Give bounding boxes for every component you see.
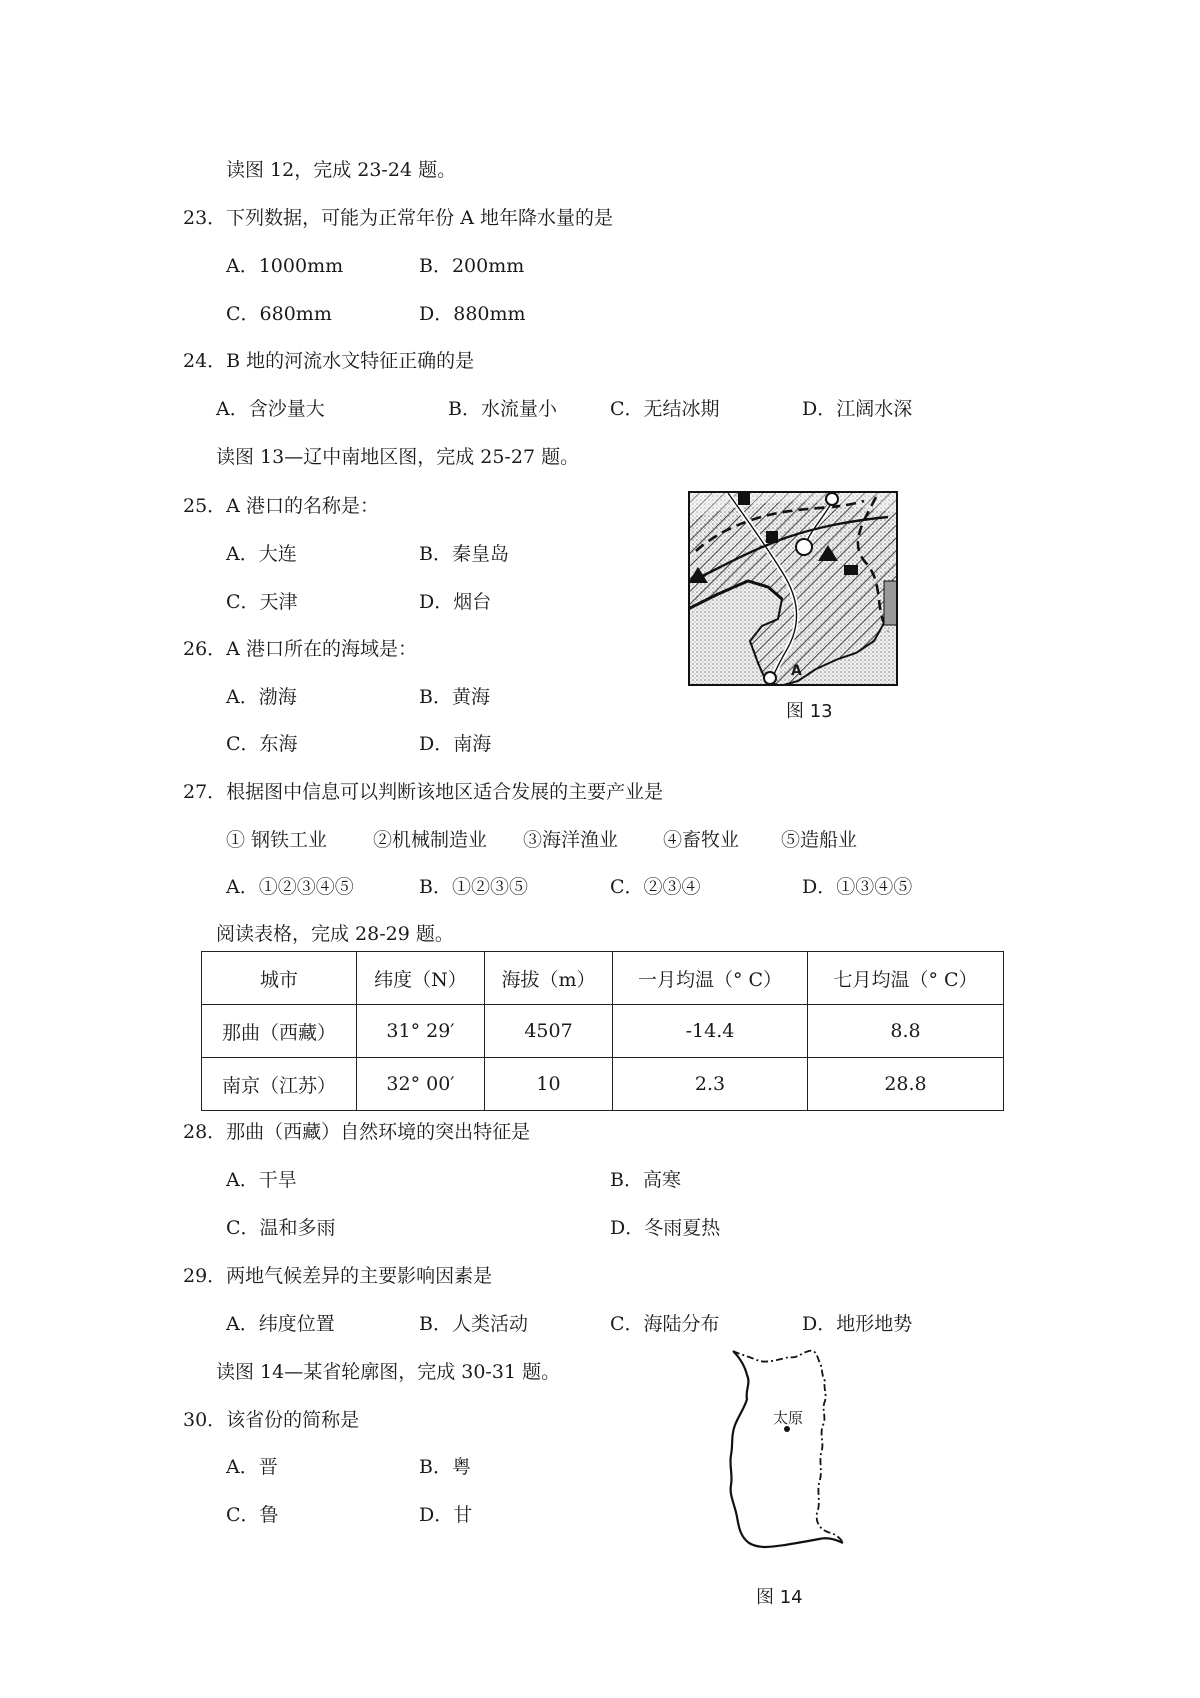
question-27-stem: 27．根据图中信息可以判断该地区适合发展的主要产业是 xyxy=(183,781,664,803)
table-header-row xyxy=(202,952,1004,1005)
figure-13-frame xyxy=(688,491,898,686)
q30-option-c: C．鲁 xyxy=(226,1504,279,1526)
table-cell: 那曲（西藏） xyxy=(202,1005,357,1058)
q27-option-c: C．②③④ xyxy=(610,876,701,898)
table-cell: 31° 29′ xyxy=(357,1005,485,1058)
q23-option-a: A．1000mm xyxy=(226,255,344,277)
figure-13-caption: 图 13 xyxy=(786,701,833,722)
q25-option-a: A．大连 xyxy=(226,543,297,565)
figure-14-caption: 图 14 xyxy=(756,1587,803,1608)
q28-option-a: A．干旱 xyxy=(226,1169,297,1191)
port-a-label: A xyxy=(791,663,802,679)
q27-option-d: D．①③④⑤ xyxy=(802,876,913,898)
figure-13-map xyxy=(688,491,898,686)
q23-option-b: B．200mm xyxy=(419,255,525,277)
q27-item-4: ④畜牧业 xyxy=(663,829,740,851)
question-28-stem: 28．那曲（西藏）自然环境的突出特征是 xyxy=(183,1121,531,1143)
table-header-cell: 海拔（m） xyxy=(485,952,613,1005)
q30-option-a: A．晋 xyxy=(226,1456,278,1478)
q24-option-d: D．江阔水深 xyxy=(802,398,913,420)
question-24-stem: 24．B 地的河流水文特征正确的是 xyxy=(183,350,475,372)
table-header-cell: 七月均温（° C） xyxy=(808,952,1004,1005)
q24-option-c: C．无结冰期 xyxy=(610,398,720,420)
table-cell: 2.3 xyxy=(613,1058,808,1111)
q24-option-a: A．含沙量大 xyxy=(216,398,325,420)
table-cell: 南京（江苏） xyxy=(202,1058,357,1111)
table-header-cell: 城市 xyxy=(202,952,357,1005)
table-header-cell: 纬度（N） xyxy=(357,952,485,1005)
taiyuan-label: 太原 xyxy=(773,1409,804,1427)
q27-item-5: ⑤造船业 xyxy=(781,829,858,851)
q29-option-a: A．纬度位置 xyxy=(226,1313,335,1335)
q23-option-d: D．880mm xyxy=(419,303,526,325)
climate-table xyxy=(201,951,1004,1111)
q29-option-c: C．海陆分布 xyxy=(610,1313,720,1335)
figure-14-map xyxy=(725,1345,845,1555)
q27-option-a: A．①②③④⑤ xyxy=(226,876,354,898)
question-29-stem: 29．两地气候差异的主要影响因素是 xyxy=(183,1265,493,1287)
question-26-stem: 26．A 港口所在的海域是： xyxy=(183,638,417,660)
intro-25-27: 读图 13—辽中南地区图，完成 25-27 题。 xyxy=(216,446,580,468)
q27-item-3: ③海洋渔业 xyxy=(523,829,619,851)
q25-option-c: C．天津 xyxy=(226,591,298,613)
shanxi-outline-map xyxy=(725,1345,845,1555)
question-25-stem: 25．A 港口的名称是： xyxy=(183,495,379,517)
table-row xyxy=(202,1058,1004,1111)
q27-item-2: ②机械制造业 xyxy=(373,829,488,851)
q25-option-b: B．秦皇岛 xyxy=(419,543,509,565)
table-cell: 28.8 xyxy=(808,1058,1004,1111)
q26-option-d: D．南海 xyxy=(419,733,492,755)
intro-28-29: 阅读表格，完成 28-29 题。 xyxy=(216,923,454,945)
question-30-stem: 30．该省份的简称是 xyxy=(183,1409,360,1431)
table-row xyxy=(202,1005,1004,1058)
q26-option-c: C．东海 xyxy=(226,733,298,755)
intro-30-31: 读图 14—某省轮廓图，完成 30-31 题。 xyxy=(216,1361,561,1383)
table-cell: 32° 00′ xyxy=(357,1058,485,1111)
table-cell: 4507 xyxy=(485,1005,613,1058)
q29-option-b: B．人类活动 xyxy=(419,1313,528,1335)
q26-option-b: B．黄海 xyxy=(419,686,490,708)
table-header-cell: 一月均温（° C） xyxy=(613,952,808,1005)
q24-option-b: B．水流量小 xyxy=(448,398,557,420)
q25-option-d: D．烟台 xyxy=(419,591,492,613)
q28-option-c: C．温和多雨 xyxy=(226,1217,336,1239)
q27-item-1: ① 钢铁工业 xyxy=(226,829,328,851)
q30-option-b: B．粤 xyxy=(419,1456,471,1478)
q29-option-d: D．地形地势 xyxy=(802,1313,913,1335)
q28-option-b: B．高寒 xyxy=(610,1169,681,1191)
q27-option-b: B．①②③⑤ xyxy=(419,876,528,898)
intro-23-24: 读图 12，完成 23-24 题。 xyxy=(226,159,457,181)
q23-option-c: C．680mm xyxy=(226,303,332,325)
table-cell: 8.8 xyxy=(808,1005,1004,1058)
question-23-stem: 23．下列数据，可能为正常年份 A 地年降水量的是 xyxy=(183,207,613,229)
q28-option-d: D．冬雨夏热 xyxy=(610,1217,721,1239)
table-cell: -14.4 xyxy=(613,1005,808,1058)
q30-option-d: D．甘 xyxy=(419,1504,473,1526)
q26-option-a: A．渤海 xyxy=(226,686,297,708)
table-cell: 10 xyxy=(485,1058,613,1111)
